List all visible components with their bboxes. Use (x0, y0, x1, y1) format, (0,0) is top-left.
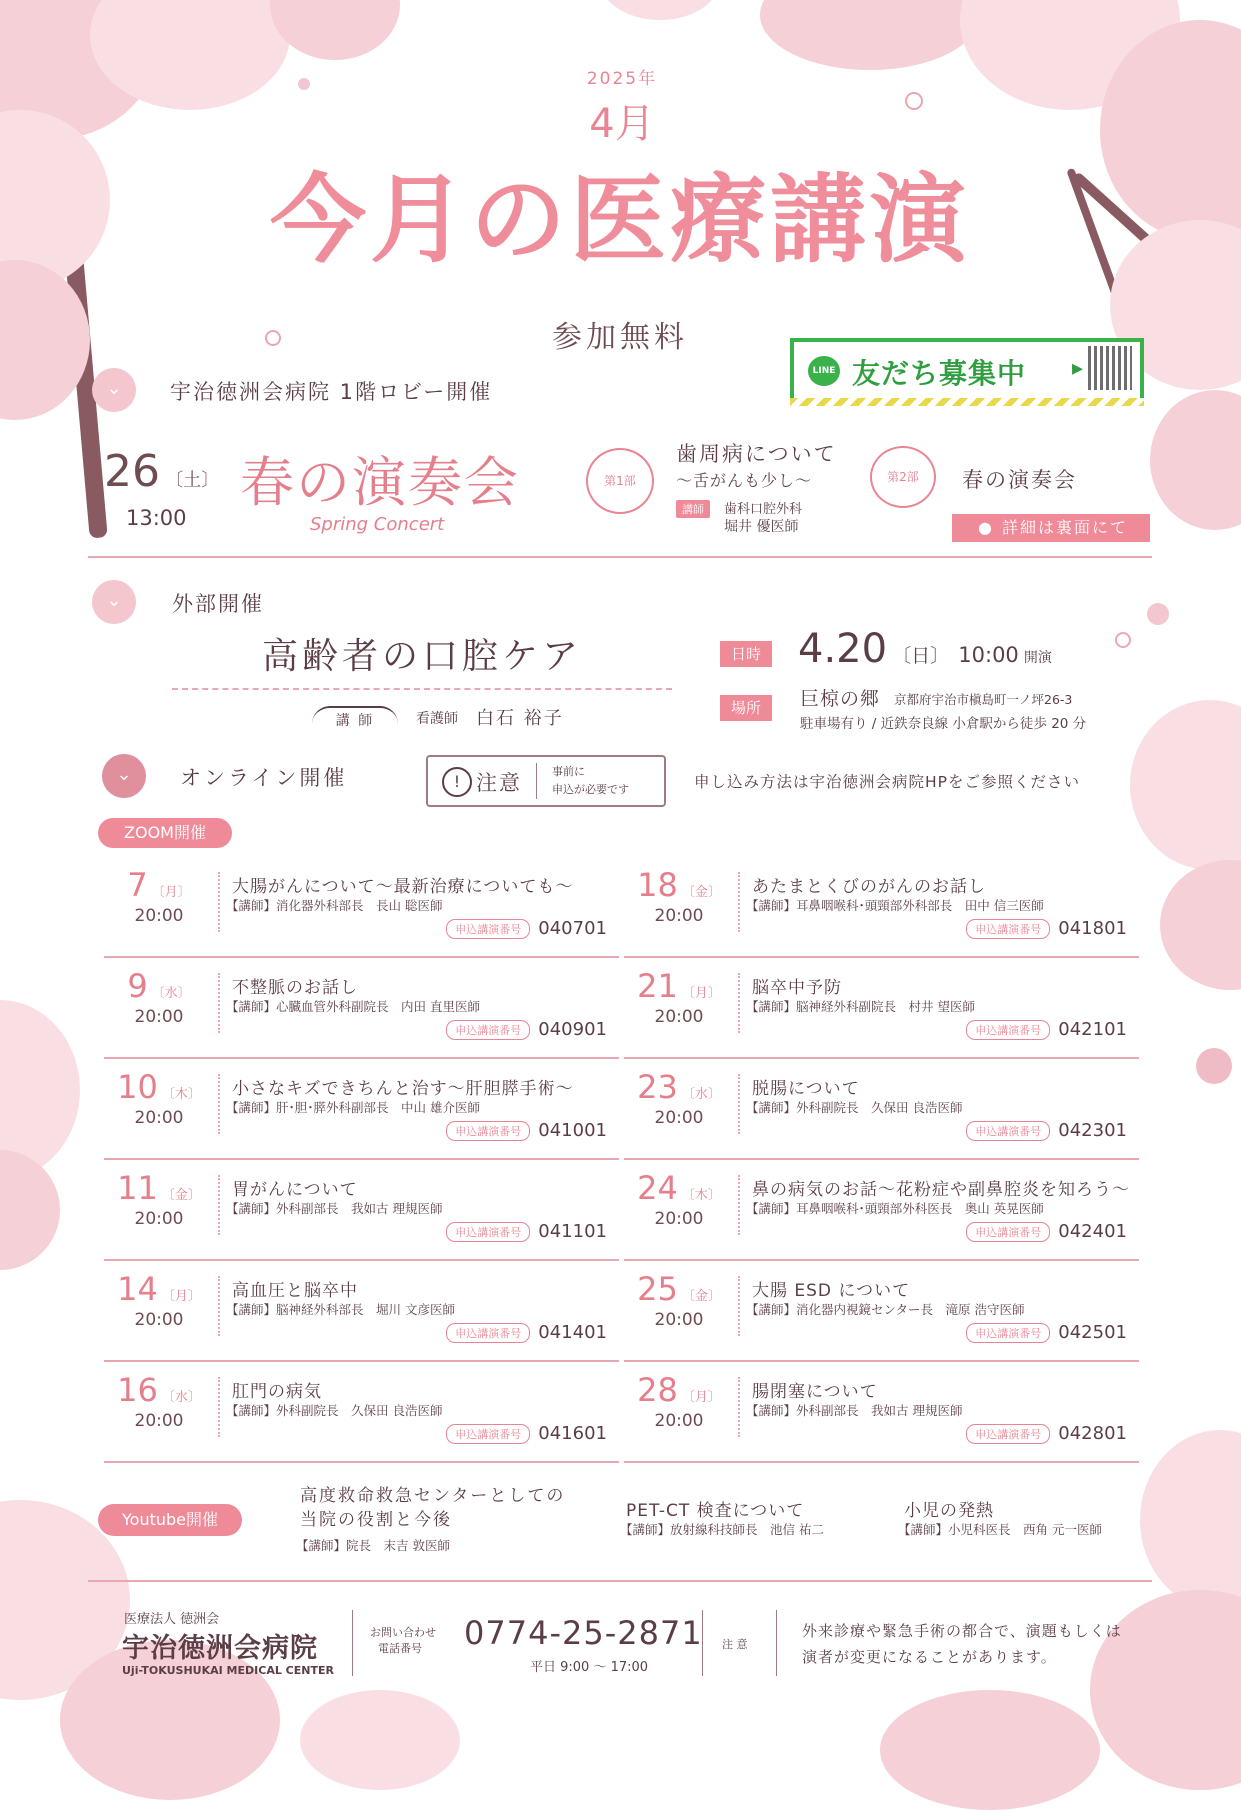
lecture-row (104, 858, 619, 958)
lecture-day: 24 (637, 1169, 678, 1207)
place-address: 京都府宇治市槇島町一ノ坪26-3 (894, 692, 1073, 707)
external-title: 高齢者の口腔ケア (261, 636, 582, 677)
lecture-lecturer: 【講師】外科副院長 久保田 良浩医師 (226, 1403, 443, 1418)
date-tag: 日時 (720, 641, 772, 667)
lecture-code-number: 042401 (1058, 1221, 1127, 1242)
lobby-day: 26 (104, 446, 160, 497)
line-icon-label: LINE (812, 366, 836, 376)
youtube-item-1-title: 高度救命救急センターとしての当院の役割と今後 (300, 1486, 566, 1530)
lecture-weekday: 〔金〕 (681, 1289, 721, 1304)
lecture-date (104, 1169, 214, 1229)
lecture-code (966, 1221, 1127, 1242)
lecture-day: 16 (117, 1371, 158, 1409)
lecture-code-tag: 申込講演番号 (446, 1020, 530, 1040)
lecture-date (104, 967, 214, 1027)
external-date-suffix: 開演 (1023, 650, 1052, 666)
notice-text-1: 事前に (552, 765, 585, 778)
lecture-weekday: 〔水〕 (681, 1087, 721, 1102)
lecture-title: 脱腸について (752, 1079, 860, 1099)
lecture-date (624, 1270, 734, 1330)
lecture-weekday: 〔木〕 (681, 1188, 721, 1203)
warning-icon: ! (442, 767, 472, 797)
lecture-row (624, 1060, 1139, 1160)
lecture-title: 腸閉塞について (752, 1382, 878, 1402)
lecture-lecturer: 【講師】外科副院長 久保田 良浩医師 (746, 1100, 963, 1115)
part-1-dept: 歯科口腔外科 (724, 502, 803, 517)
part-1-lecturer-tag: 講師 (676, 500, 710, 518)
flower-bullet-icon: ⌄ (102, 754, 146, 798)
lecture-time: 20:00 (134, 1108, 184, 1128)
lecture-date (624, 1371, 734, 1431)
application-info: 申し込み方法は宇治徳洲会病院HPをご参照ください (694, 773, 1081, 791)
lecture-title: 肛門の病気 (232, 1382, 322, 1402)
business-hours: 平日 9:00 ～ 17:00 (530, 1660, 649, 1675)
lecture-title: 大腸がんについて～最新治療についても～ (232, 877, 574, 897)
lecture-day: 9 (127, 967, 148, 1005)
footer-divider (776, 1610, 777, 1676)
zoom-label: ZOOM開催 (98, 818, 232, 848)
part-2-badge-label: 第2部 (887, 470, 919, 484)
lecture-time: 20:00 (134, 1310, 184, 1330)
hospital-org-small: 医療法人 徳洲会 (124, 1612, 220, 1627)
lecture-code (446, 1322, 607, 1343)
lecture-time: 20:00 (134, 1411, 184, 1431)
lecture-row (104, 1060, 619, 1160)
lecture-code-tag: 申込講演番号 (446, 1121, 530, 1141)
lecture-day: 10 (117, 1068, 158, 1106)
lecture-weekday: 〔月〕 (151, 885, 191, 900)
details-on-back-note (952, 514, 1150, 542)
lecture-lecturer: 【講師】消化器外科部長 長山 聡医師 (226, 898, 443, 913)
lecture-day: 18 (637, 866, 678, 904)
part-1-lecturer: 堀井 優医師 (724, 519, 799, 535)
row-divider (624, 1158, 1139, 1160)
lecture-code-tag: 申込講演番号 (446, 1323, 530, 1343)
lecture-row (624, 1161, 1139, 1261)
lecture-code-number: 042101 (1058, 1019, 1127, 1040)
row-divider (104, 1259, 619, 1261)
lobby-heading: 宇治徳洲会病院 1階ロビー開催 (170, 380, 493, 404)
contact-label-2: 電話番号 (378, 1642, 422, 1655)
part-1-title: 歯周病について (676, 442, 837, 466)
footer-notice-label: 注 意 (722, 1638, 748, 1651)
lobby-weekday: 〔土〕 (165, 470, 220, 491)
notice-divider (536, 763, 537, 799)
flower-bullet-icon: ⌄ (92, 580, 136, 624)
lecture-weekday: 〔月〕 (681, 1390, 721, 1405)
lecture-day: 7 (127, 866, 148, 904)
qr-code-icon (1088, 346, 1132, 390)
lecture-date (624, 1068, 734, 1128)
part-1-badge-label: 第1部 (604, 474, 636, 488)
lecture-time: 20:00 (134, 906, 184, 926)
lecture-code-tag: 申込講演番号 (966, 1424, 1050, 1444)
lecture-row (624, 959, 1139, 1059)
lecture-title: 高血圧と脳卒中 (232, 1281, 358, 1301)
lecture-row (624, 858, 1139, 958)
lobby-time: 13:00 (126, 506, 187, 530)
lecture-lecturer: 【講師】脳神経外科部長 堀川 文彦医師 (226, 1302, 455, 1317)
lecture-code-tag: 申込講演番号 (966, 1323, 1050, 1343)
external-date (798, 626, 1052, 672)
youtube-item-2-title: PET-CT 検査について (626, 1501, 805, 1521)
dotted-divider (738, 1074, 740, 1134)
lecture-date (104, 1270, 214, 1330)
lecture-weekday: 〔月〕 (161, 1289, 201, 1304)
part-1-badge (586, 448, 654, 514)
lecture-date (104, 866, 214, 926)
footer-notice-text-1: 外来診療や緊急手術の都合で、演題もしくは (802, 1622, 1122, 1640)
lecture-weekday: 〔水〕 (151, 986, 191, 1001)
row-divider (624, 1057, 1139, 1059)
place-name: 巨椋の郷 (800, 688, 881, 710)
lecture-code (446, 1423, 607, 1444)
dotted-divider (738, 1175, 740, 1235)
lecture-day: 21 (637, 967, 678, 1005)
lecture-code-number: 041101 (538, 1221, 607, 1242)
lecture-weekday: 〔金〕 (681, 885, 721, 900)
lecture-day: 11 (117, 1169, 158, 1207)
lecture-time: 20:00 (654, 1209, 704, 1229)
lecture-time: 20:00 (134, 1007, 184, 1027)
lecture-date (104, 1371, 214, 1431)
spring-concert-logo (240, 440, 530, 540)
lecture-lecturer: 【講師】耳鼻咽喉科･頭頸部外科医長 奥山 英晃医師 (746, 1201, 1044, 1216)
lecture-title: 鼻の病気のお話～花粉症や副鼻腔炎を知ろう～ (752, 1180, 1130, 1200)
lecture-weekday: 〔月〕 (681, 986, 721, 1001)
youtube-item-2-lecturer: 【講師】放射線科技師長 池信 祐二 (620, 1522, 824, 1537)
lecture-time: 20:00 (654, 1411, 704, 1431)
lecture-code (446, 1120, 607, 1141)
lecture-date (624, 866, 734, 926)
lecture-code-number: 042801 (1058, 1423, 1127, 1444)
lecture-code-tag: 申込講演番号 (966, 1222, 1050, 1242)
lecture-code (966, 1423, 1127, 1444)
lecture-code-number: 040701 (538, 918, 607, 939)
dotted-divider (738, 872, 740, 932)
row-divider (104, 1461, 619, 1463)
lecture-weekday: 〔木〕 (161, 1087, 201, 1102)
month-label: 4月 (589, 101, 655, 147)
online-heading: オンライン開催 (180, 766, 348, 790)
place-access: 駐車場有り / 近鉄奈良線 小倉駅から徒歩 20 分 (800, 716, 1087, 732)
lecture-lecturer: 【講師】心臓血管外科副院長 内田 直里医師 (226, 999, 480, 1014)
dotted-divider (738, 1377, 740, 1437)
lecture-code-tag: 申込講演番号 (966, 919, 1050, 939)
lecture-code-number: 041401 (538, 1322, 607, 1343)
external-lecturer-name: 白石 裕子 (476, 708, 564, 729)
external-heading: 外部開催 (172, 592, 264, 616)
row-divider (624, 1259, 1139, 1261)
lecture-code-number: 040901 (538, 1019, 607, 1040)
part-2-badge (870, 446, 936, 508)
lecture-day: 23 (637, 1068, 678, 1106)
lecture-day: 28 (637, 1371, 678, 1409)
lecture-date (624, 1169, 734, 1229)
lecture-code (446, 1221, 607, 1242)
youtube-item-3-lecturer: 【講師】小児科医長 西角 元一医師 (898, 1522, 1102, 1537)
dotted-divider (738, 1276, 740, 1336)
lecture-time: 20:00 (654, 1007, 704, 1027)
row-divider (624, 1360, 1139, 1362)
lecture-code (446, 918, 607, 939)
lecture-row (104, 1161, 619, 1261)
year-label: 2025年 (586, 69, 658, 89)
contact-label-1: お問い合わせ (370, 1626, 436, 1639)
part-1-subtitle: ～舌がんも少し～ (676, 471, 813, 490)
external-date-weekday: 〔日〕 (892, 645, 950, 667)
free-admission-label: 参加無料 (552, 320, 688, 355)
phone-number[interactable]: 0774-25-2871 (464, 1614, 703, 1652)
lecture-lecturer: 【講師】耳鼻咽喉科･頭頸部外科部長 田中 信三医師 (746, 898, 1044, 913)
lecture-row (624, 1363, 1139, 1463)
section-divider (88, 1580, 1152, 1582)
lecture-code-tag: 申込講演番号 (966, 1020, 1050, 1040)
row-divider (624, 956, 1139, 958)
footer-divider (702, 1610, 703, 1676)
flower-bullet-icon: ⌄ (92, 368, 136, 412)
lecture-date (624, 967, 734, 1027)
part-2-title: 春の演奏会 (962, 468, 1077, 492)
lecture-code (966, 1019, 1127, 1040)
details-on-back-text: 詳細は裏面にて (1001, 518, 1128, 537)
notice-label: 注意 (476, 771, 522, 795)
lecture-code-tag: 申込講演番号 (446, 1424, 530, 1444)
lecture-lecturer: 【講師】脳神経外科副院長 村井 望医師 (746, 999, 975, 1014)
line-banner-stripe (790, 398, 1144, 406)
lecture-code-tag: 申込講演番号 (446, 1222, 530, 1242)
spring-concert-logo-sub: Spring Concert (310, 514, 445, 535)
title-underline (172, 688, 672, 690)
row-divider (104, 1360, 619, 1362)
row-divider (104, 1158, 619, 1160)
dotted-divider (218, 872, 220, 932)
lecture-code-tag: 申込講演番号 (446, 919, 530, 939)
hospital-name-en: Uji-TOKUSHUKAI MEDICAL CENTER (122, 1664, 334, 1677)
lecture-row (104, 1363, 619, 1463)
page-title: 今月の医療講演 (270, 164, 970, 276)
external-date-value: 4.20 (798, 626, 888, 672)
lecture-code-tag: 申込講演番号 (966, 1121, 1050, 1141)
lecture-code (446, 1019, 607, 1040)
lecture-day: 25 (637, 1270, 678, 1308)
footer-notice-text-2: 演者が変更になることがあります。 (802, 1648, 1057, 1666)
lecture-code (966, 1120, 1127, 1141)
lecture-title: あたまとくびのがんのお話し (752, 877, 986, 897)
lecture-lecturer: 【講師】消化器内視鏡センター長 滝原 浩守医師 (746, 1302, 1025, 1317)
lecture-title: 胃がんについて (232, 1180, 358, 1200)
row-divider (104, 1057, 619, 1059)
lecture-row (624, 1262, 1139, 1362)
lecture-code-number: 042501 (1058, 1322, 1127, 1343)
lecture-code-number: 042301 (1058, 1120, 1127, 1141)
lecture-weekday: 〔水〕 (161, 1390, 201, 1405)
lecture-code-number: 041001 (538, 1120, 607, 1141)
section-divider (88, 556, 1152, 558)
external-lecturer-role: 看護師 (416, 711, 458, 727)
external-lecturer-tag: 講 師 (312, 706, 398, 730)
footer-divider (352, 1610, 353, 1676)
row-divider (104, 956, 619, 958)
youtube-item-3-title: 小児の発熱 (904, 1501, 994, 1521)
youtube-item-1-lecturer: 【講師】院長 末吉 敦医師 (296, 1538, 450, 1553)
lobby-date (104, 446, 219, 497)
apple-icon: ● (978, 518, 994, 537)
lecture-time: 20:00 (654, 906, 704, 926)
row-divider (624, 1461, 1139, 1463)
dotted-divider (218, 1175, 220, 1235)
place-tag: 場所 (720, 695, 772, 721)
dotted-divider (218, 1377, 220, 1437)
notice-box (426, 755, 666, 807)
lecture-code (966, 918, 1127, 939)
lecture-lecturer: 【講師】肝･胆･膵外科副部長 中山 雄介医師 (226, 1100, 480, 1115)
lecture-title: 不整脈のお話し (232, 978, 358, 998)
external-date-time: 10:00 (958, 643, 1019, 667)
youtube-label: Youtube開催 (98, 1504, 242, 1536)
lecture-weekday: 〔金〕 (161, 1188, 201, 1203)
hospital-name: 宇治徳洲会病院 (122, 1633, 318, 1664)
spring-concert-logo-text: 春の演奏会 (240, 451, 520, 514)
lecture-title: 脳卒中予防 (752, 978, 842, 998)
lecture-time: 20:00 (654, 1310, 704, 1330)
lecture-date (104, 1068, 214, 1128)
lecture-lecturer: 【講師】外科副部長 我如古 理規医師 (746, 1403, 963, 1418)
line-icon (808, 356, 840, 386)
lecture-row (104, 959, 619, 1059)
dotted-divider (218, 1074, 220, 1134)
line-friends-banner[interactable] (790, 338, 1144, 406)
lecture-code-number: 041601 (538, 1423, 607, 1444)
lecture-code (966, 1322, 1127, 1343)
dotted-divider (218, 1276, 220, 1336)
lecture-title: 小さなキズできちんと治す～肝胆膵手術～ (232, 1079, 574, 1099)
dotted-divider (738, 973, 740, 1033)
line-banner-text: 友だち募集中 (852, 357, 1027, 390)
notice-text-2: 申込が必要です (552, 783, 629, 796)
lecture-row (104, 1262, 619, 1362)
chevron-right-icon: ▸ (1072, 356, 1084, 381)
lecture-time: 20:00 (654, 1108, 704, 1128)
dotted-divider (218, 973, 220, 1033)
lecture-day: 14 (117, 1270, 158, 1308)
lecture-code-number: 041801 (1058, 918, 1127, 939)
lecture-lecturer: 【講師】外科副部長 我如古 理規医師 (226, 1201, 443, 1216)
lecture-time: 20:00 (134, 1209, 184, 1229)
lecture-title: 大腸 ESD について (752, 1281, 911, 1301)
